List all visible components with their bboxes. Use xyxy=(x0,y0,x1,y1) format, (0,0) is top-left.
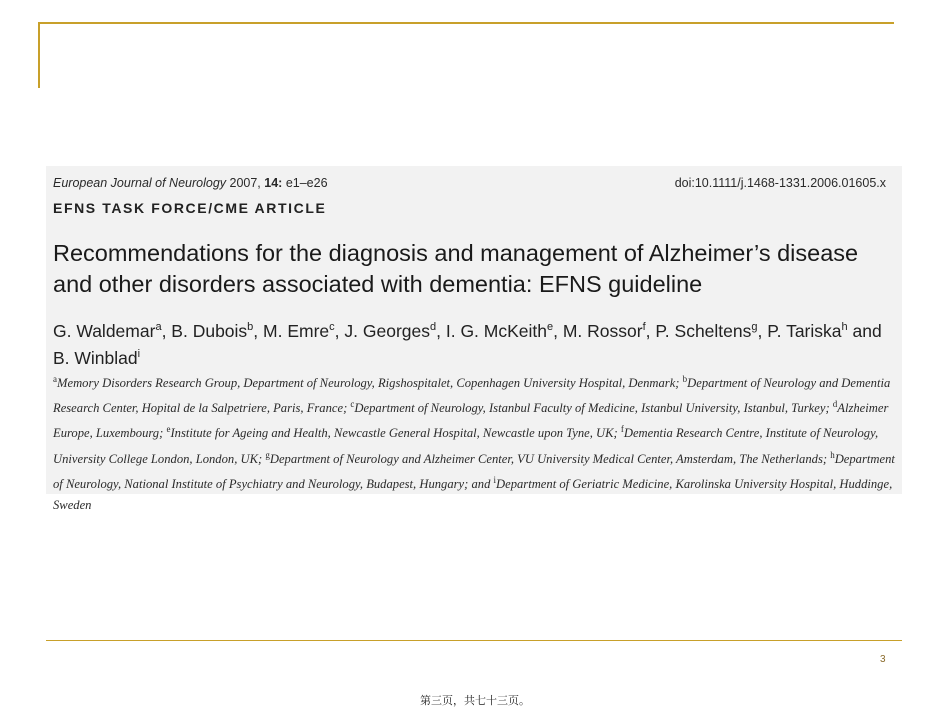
author-affiliation-mark: a xyxy=(155,321,162,333)
affiliation-mark: g xyxy=(265,449,270,460)
journal-pages: e1–e26 xyxy=(282,176,328,190)
author-separator: , xyxy=(757,320,768,341)
author-name: B. Dubois xyxy=(171,320,248,341)
top-accent-line xyxy=(38,22,894,24)
author-affiliation-mark: b xyxy=(247,321,254,333)
slide-footer: 第三页，共七十三页。 xyxy=(420,695,530,707)
author-separator: , xyxy=(645,320,656,341)
affiliation-text: Dementia Research Centre, Institute of Neurology, University College London, London, UK; xyxy=(53,426,879,466)
affiliation-mark: i xyxy=(493,474,497,485)
author-affiliation-mark: i xyxy=(137,347,141,360)
author-name: J. Georges xyxy=(344,320,430,341)
affiliations xyxy=(53,369,901,516)
author-list xyxy=(53,316,898,370)
author-separator: , xyxy=(553,320,563,341)
affiliation-text: Department of Neurology, National Institute of Psychiatry and Neurology, Budapest, Hungary; and xyxy=(53,451,895,491)
left-accent-line xyxy=(38,22,40,88)
affiliation-mark: d xyxy=(832,399,838,410)
affiliation-text: Institute for Ageing and Health, Newcastle General Hospital, Newcastle upon Tyne, UK; xyxy=(170,426,621,441)
author-separator: , xyxy=(253,320,264,341)
author-name: B. Winblad xyxy=(53,347,138,368)
affiliation-text: Department of Neurology and Dementia Research Center, Hopital de la Salpetriere, Paris, France; xyxy=(53,376,891,416)
doi: doi:10.1111/j.1468-1331.2006.01605.x xyxy=(674,176,886,190)
author-separator: , xyxy=(436,320,446,341)
article-type: EFNS TASK FORCE/CME ARTICLE xyxy=(53,200,327,216)
author-name: P. Scheltens xyxy=(655,320,752,341)
author-name: M. Rossor xyxy=(562,320,643,341)
affiliation-text: Memory Disorders Research Group, Department of Neurology, Rigshospitalet, Copenhagen University Hospital, Denmark; xyxy=(57,376,683,391)
author-affiliation-mark: g xyxy=(751,321,758,333)
author-separator: , xyxy=(161,320,172,341)
article-clipping xyxy=(46,166,902,512)
affiliation-text: Department of Geriatric Medicine, Karolinska University Hospital, Huddinge, Sweden xyxy=(53,476,893,512)
affiliation-mark: f xyxy=(620,424,624,435)
article-title: Recommendations for the diagnosis and management of Alzheimer’s disease and other disorders associated with dementia: EFNS guideline xyxy=(53,240,859,297)
affiliation-text: Department of Neurology, Istanbul Faculty of Medicine, Istanbul University, Istanbul, Turkey; xyxy=(354,401,833,416)
author-separator: and xyxy=(847,320,882,341)
affiliation-mark: b xyxy=(682,374,688,384)
slide-page-number: 3 xyxy=(880,654,886,665)
author-affiliation-mark: d xyxy=(430,321,437,333)
bottom-accent-line xyxy=(46,640,902,641)
affiliation-mark: a xyxy=(53,374,57,384)
author-separator: , xyxy=(334,320,345,341)
journal-name: European Journal of Neurology xyxy=(53,176,227,190)
affiliation-text: Department of Neurology and Alzheimer Center, VU University Medical Center, Amsterdam, The Netherlands; xyxy=(269,451,831,466)
author-name: P. Tariska xyxy=(767,320,842,341)
affiliation-mark: c xyxy=(350,399,355,410)
author-name: M. Emre xyxy=(263,320,330,341)
journal-citation xyxy=(53,176,328,190)
journal-volume: 14: xyxy=(264,176,283,190)
author-name: G. Waldemar xyxy=(53,320,156,341)
affiliation-text: Alzheimer Europe, Luxembourg; xyxy=(53,401,889,441)
author-name: I. G. McKeith xyxy=(445,320,547,341)
author-affiliation-mark: c xyxy=(329,321,335,333)
author-affiliation-mark: f xyxy=(642,321,646,333)
affiliation-mark: h xyxy=(830,449,835,460)
journal-year: 2007, xyxy=(226,176,265,190)
author-affiliation-mark: e xyxy=(547,321,554,333)
affiliation-mark: e xyxy=(166,424,171,435)
author-affiliation-mark: h xyxy=(841,321,848,333)
